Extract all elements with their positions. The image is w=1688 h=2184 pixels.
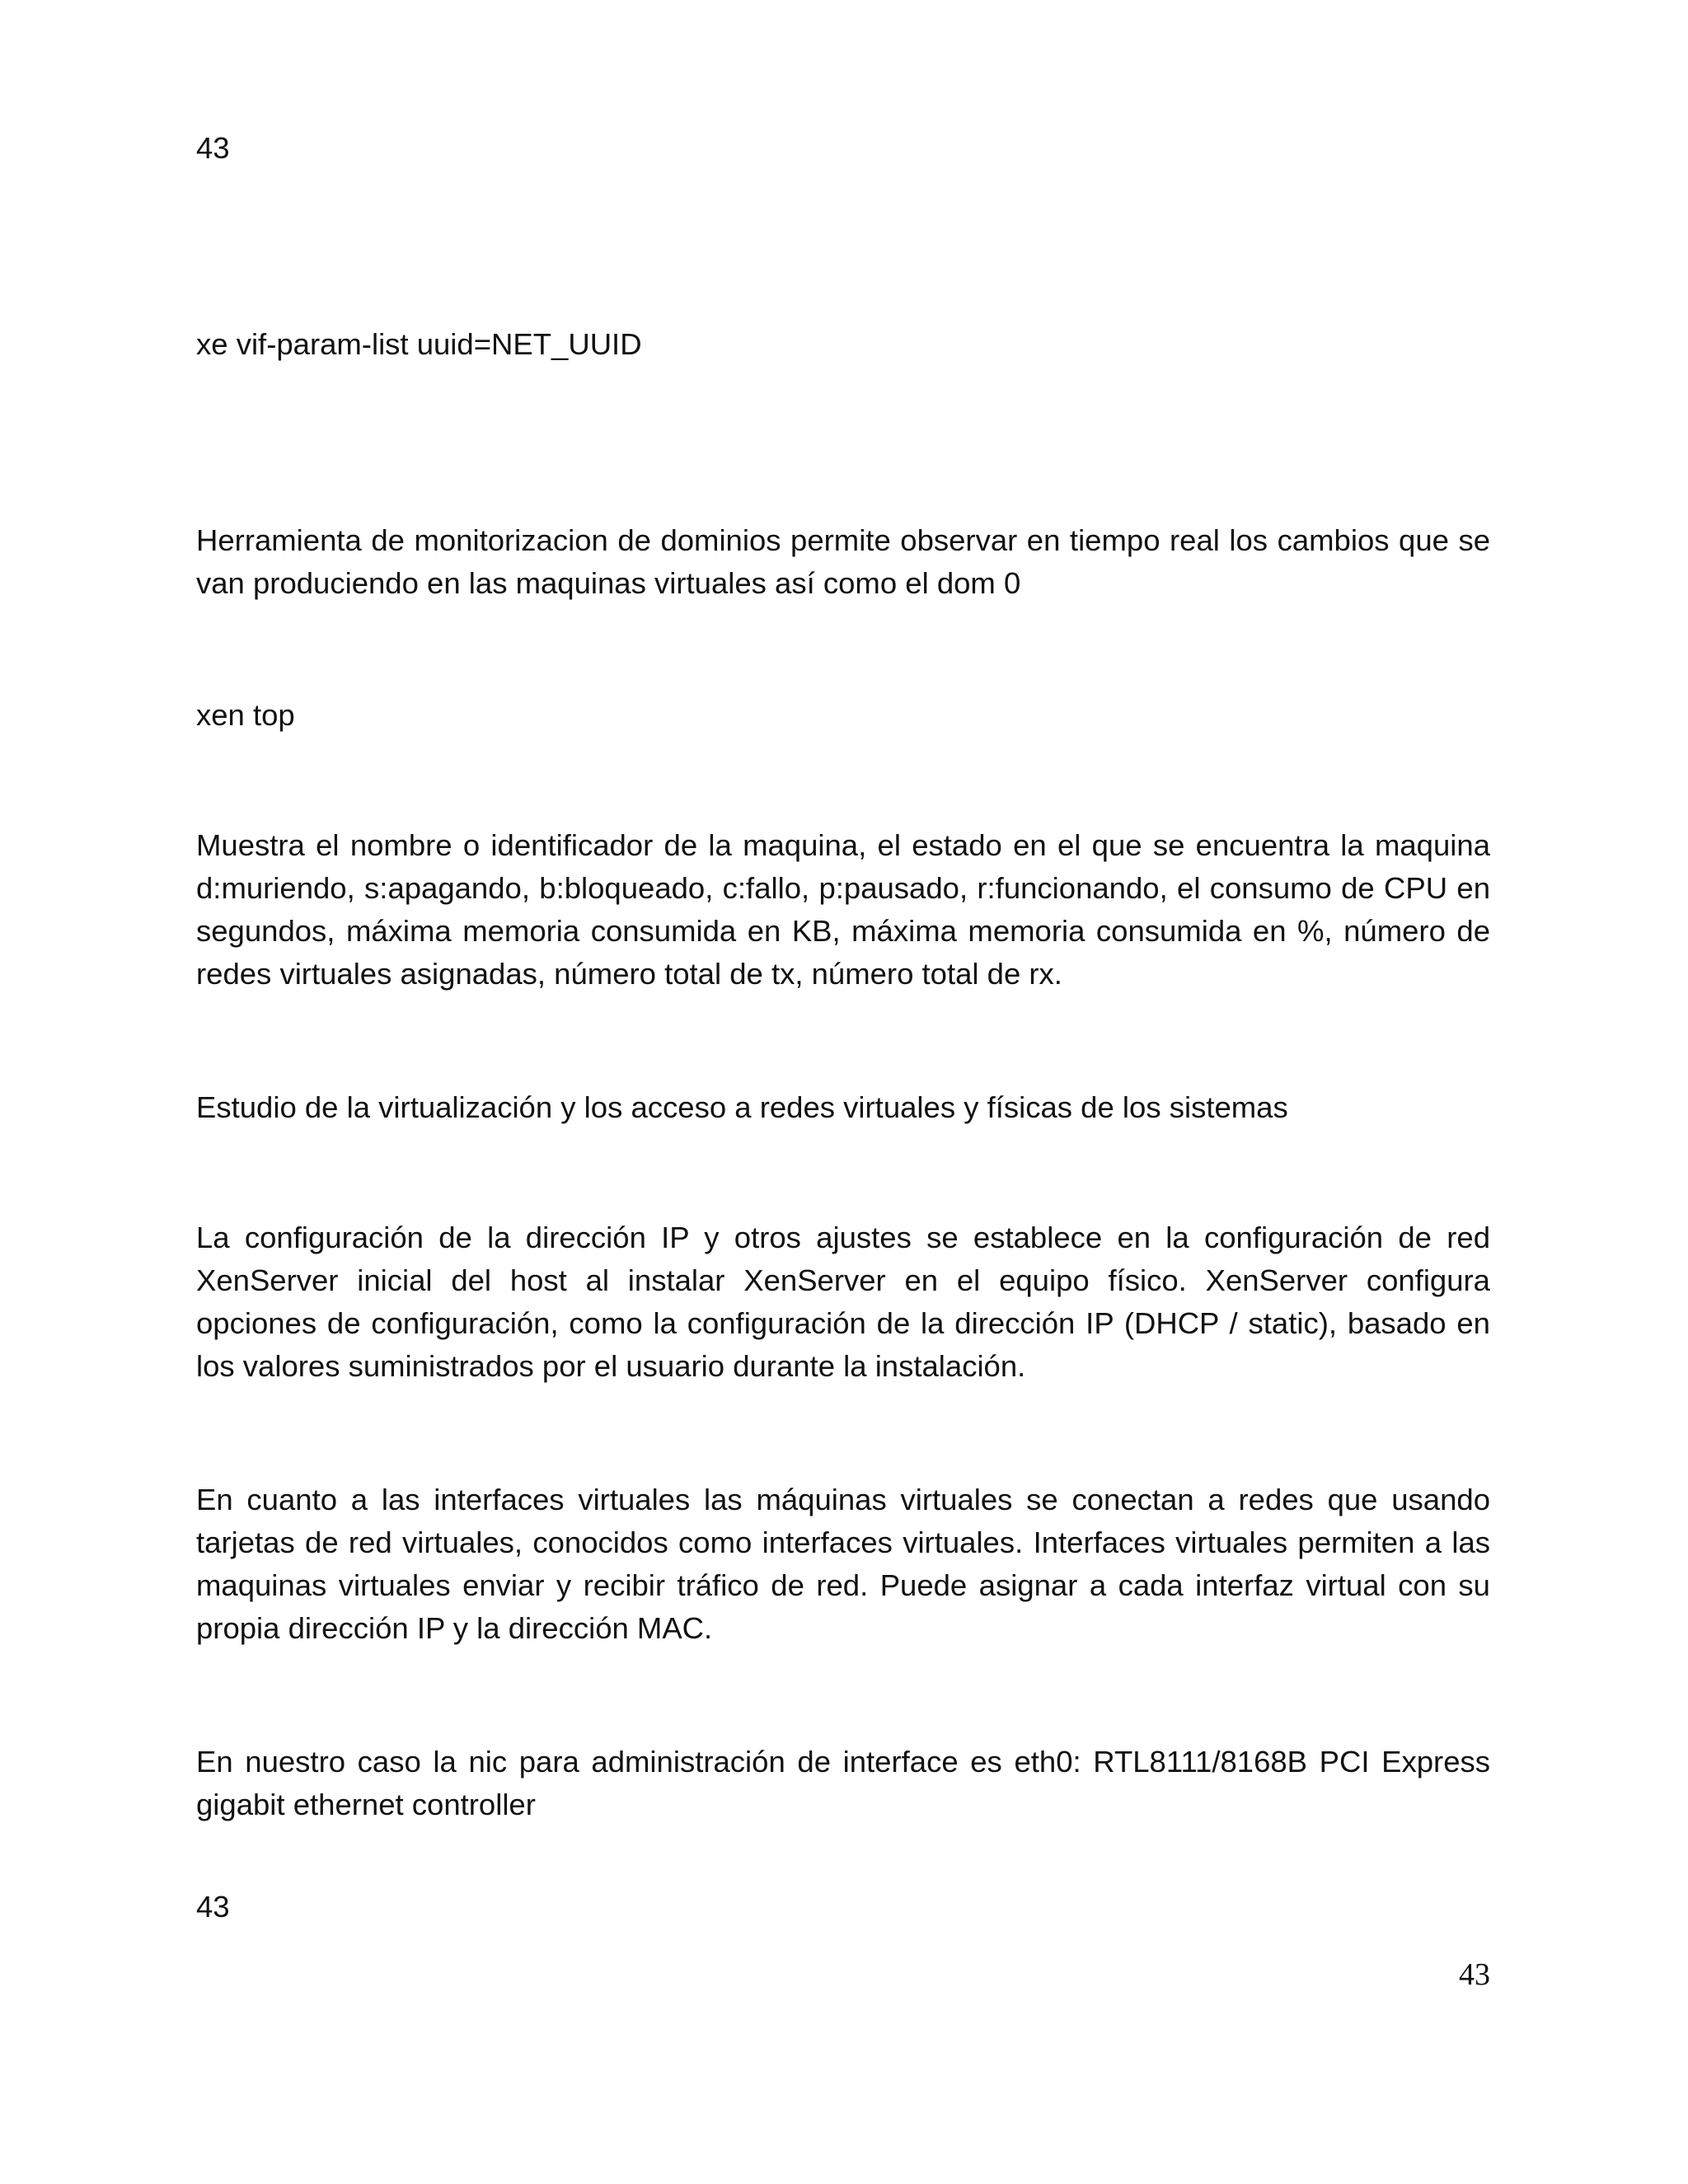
command-vif-param-list: xe vif-param-list uuid=NET_UUID xyxy=(196,327,642,361)
paragraph-configuracion-ip: La configuración de la dirección IP y otros ajustes se establece en la configuración de red XenServer inicial del host al instalar XenServer en el equipo físico. XenServer configura opciones de configuración, como la configuración de la dirección IP (DHCP / static), basado en los valores suministrados por el usuario durante la instalación. xyxy=(196,1221,1490,1383)
footer-page-number: 43 xyxy=(1459,1957,1490,1992)
bottom-page-number: 43 xyxy=(196,1890,230,1924)
heading-estudio-virtualizacion: Estudio de la virtualización y los acceso a redes virtuales y físicas de los sistemas xyxy=(196,1090,1288,1124)
paragraph-interfaces-virtuales: En cuanto a las interfaces virtuales las máquinas virtuales se conectan a redes que usando tarjetas de red virtuales, conocidos como interfaces virtuales. Interfaces virtuales permiten a las maquinas virtuales enviar y recibir tráfico de red. Puede asignar a cada interfaz virtual con su propia dirección IP y la dirección MAC. xyxy=(196,1483,1490,1645)
command-xen-top: xen top xyxy=(196,698,295,732)
paragraph-muestra: Muestra el nombre o identificador de la maquina, el estado en el que se encuentra la maquina d:muriendo, s:apagando, b:bloqueado, c:fallo, p:pausado, r:funcionando, el consumo de CPU en segundos, máxima memoria consumida en KB, máxima memoria consumida en %, número de redes virtuales asignadas, número total de tx, número total de rx. xyxy=(196,828,1490,991)
paragraph-monitorizacion: Herramienta de monitorizacion de dominios permite observar en tiempo real los cambios que se van produciendo en las maquinas virtuales así como el dom 0 xyxy=(196,523,1490,600)
header-page-number: 43 xyxy=(196,131,230,165)
paragraph-nic-administracion: En nuestro caso la nic para administración de interface es eth0: RTL8111/8168B PCI Express gigabit ethernet controller xyxy=(196,1745,1490,1821)
